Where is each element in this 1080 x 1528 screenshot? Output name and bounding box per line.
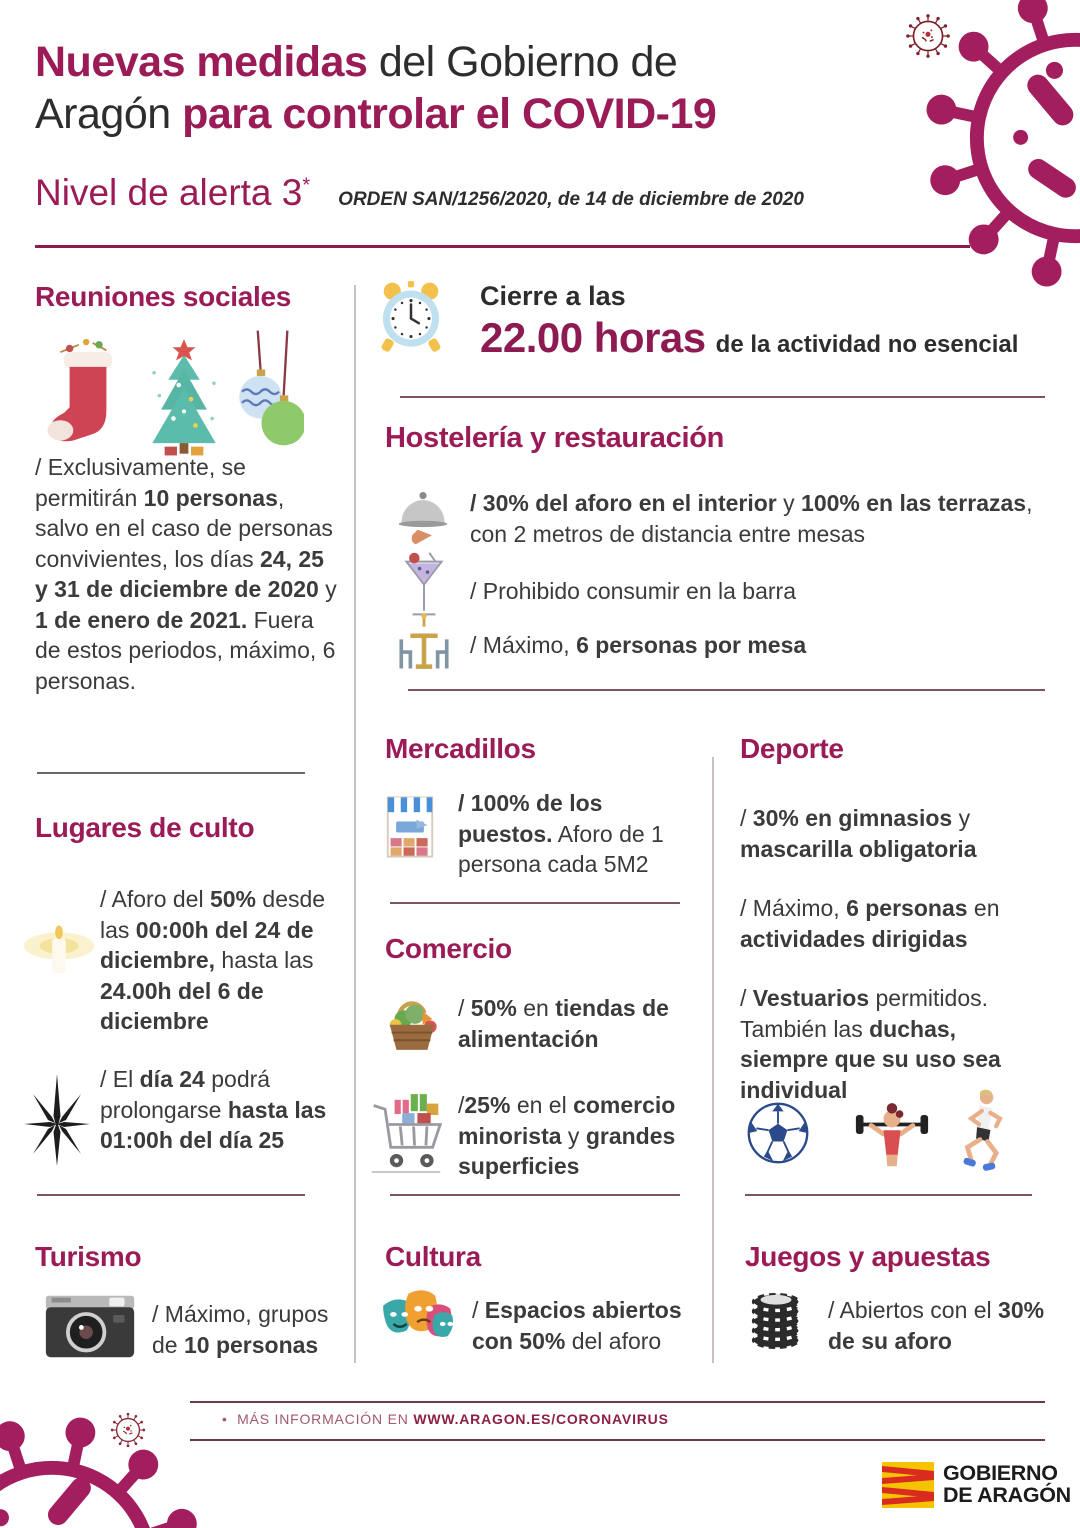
alarm-clock-icon: [372, 278, 450, 356]
header-divider: [35, 245, 970, 248]
comercio-item-2: /25% en el comercio minorista y grandes superficies: [458, 1092, 676, 1180]
section-title-deporte: Deporte: [740, 733, 844, 764]
footer-divider-bottom: [190, 1439, 1045, 1441]
footer-info: [222, 1411, 669, 1427]
left-divider-2: [37, 1194, 305, 1196]
hosteleria-item-3: / Máximo, 6 personas por mesa: [470, 632, 807, 658]
section-title-mercadillos: Mercadillos: [385, 733, 536, 764]
deporte-divider: [745, 1194, 1032, 1196]
poster-title: [35, 36, 895, 141]
virus-small-bottom-icon: [106, 1408, 150, 1452]
christmas-tree-icon: [140, 328, 228, 472]
serving-cloche-icon: [396, 490, 450, 548]
theater-masks-icon: [380, 1286, 458, 1360]
logo-line1: GOBIERNO: [943, 1461, 1058, 1486]
deporte-item-1: / 30% en gimnasios y mascarilla obligatoria: [740, 805, 977, 862]
christmas-stocking-icon: [42, 330, 134, 470]
footer-bullet: •: [222, 1411, 228, 1427]
christmas-baubles-icon: [230, 330, 304, 470]
column-divider-left: [354, 285, 356, 1363]
closure-divider: [400, 396, 1045, 398]
camera-icon: [42, 1290, 138, 1362]
footer-divider-top: [190, 1401, 1045, 1403]
closure-rest: de la actividad no esencial: [715, 331, 1019, 358]
left-divider-1: [37, 772, 305, 774]
table-and-chairs-icon: [394, 612, 454, 674]
lugares-item-2: / El día 24 podrá prolongarse hasta las 01:00h del día 25: [100, 1066, 327, 1154]
weightlifter-icon: [852, 1096, 932, 1172]
market-stall-icon: [385, 793, 435, 861]
section-title-comercio: Comercio: [385, 933, 512, 964]
candle-icon: [20, 898, 98, 990]
hosteleria-item-1: / 30% del aforo en el interior y 100% en las terrazas, con 2 metros de distancia entre mesas: [470, 490, 1033, 547]
closure-time: 22.00 horas: [480, 314, 706, 361]
alert-asterisk: *: [302, 174, 311, 197]
alert-row: [35, 172, 935, 214]
logo-line2: DE ARAGÓN: [943, 1483, 1071, 1507]
mercadillos-item-1: / 100% de los puestos. Aforo de 1 persona cada 5M2: [458, 790, 664, 878]
star-of-bethlehem-icon: [22, 1072, 92, 1168]
section-title-juegos: Juegos y apuestas: [745, 1241, 991, 1272]
aragon-flag-icon: [882, 1462, 934, 1508]
turismo-item-1: / Máximo, grupos de 10 personas: [152, 1301, 329, 1358]
grocery-basket-icon: [382, 986, 440, 1052]
deporte-item-3: / Vestuarios permitidos. También las duchas, siempre que su uso sea individual: [740, 985, 1001, 1103]
poster-title-line1: Nuevas medidas del Gobierno de: [35, 38, 678, 86]
comercio-divider: [390, 1194, 680, 1196]
poster-title-line2: Aragón para controlar el COVID-19: [35, 90, 717, 139]
reuniones-body: / Exclusivamente, se permitirán 10 personas, salvo en el caso de personas convivientes, los días 24, 25 y 31 de diciembre de 2020 y 1 de enero de 2021. Fuera de estos periodos, máximo, 6 personas.: [35, 454, 337, 695]
gobierno-aragon-logo: [882, 1462, 1071, 1508]
alert-level: Nivel de alerta 3*: [35, 172, 311, 213]
section-title-hosteleria: Hostelería y restauración: [385, 422, 725, 454]
footer-info-text: MÁS INFORMACIÓN EN: [237, 1411, 414, 1427]
virus-small-top-icon: [900, 8, 956, 64]
footer-url: WWW.ARAGON.ES/CORONAVIRUS: [413, 1411, 669, 1427]
logo-text: [943, 1463, 1071, 1507]
column-divider-right: [712, 757, 714, 1363]
poker-chips-icon: [748, 1290, 804, 1352]
order-reference: ORDEN SAN/1256/2020, de 14 de diciembre de 2020: [338, 189, 804, 210]
lugares-item-1: / Aforo del 50% desde las 00:00h del 24 de diciembre, hasta las 24.00h del 6 de diciembre: [100, 886, 326, 1035]
section-title-cultura: Cultura: [385, 1241, 481, 1272]
shopping-cart-icon: [368, 1088, 444, 1180]
deporte-item-2: / Máximo, 6 personas en actividades dirigidas: [740, 895, 1000, 952]
comercio-item-1: / 50% en tiendas de alimentación: [458, 995, 669, 1052]
section-title-lugares: Lugares de culto: [35, 812, 255, 843]
section-title-reuniones: Reuniones sociales: [35, 281, 292, 312]
cultura-item-1: / Espacios abiertos con 50% del aforo: [472, 1297, 682, 1354]
juegos-item-1: / Abiertos con el 30% de su aforo: [828, 1297, 1045, 1354]
closure-intro: Cierre a las: [480, 281, 626, 311]
soccer-ball-icon: [745, 1100, 811, 1166]
runner-icon: [950, 1088, 1006, 1174]
hosteleria-item-2: / Prohibido consumir en la barra: [470, 578, 796, 604]
hosteleria-divider: [408, 689, 1045, 691]
section-title-turismo: Turismo: [35, 1241, 142, 1272]
closure-banner: [480, 281, 1060, 362]
mercadillos-divider: [390, 902, 680, 904]
